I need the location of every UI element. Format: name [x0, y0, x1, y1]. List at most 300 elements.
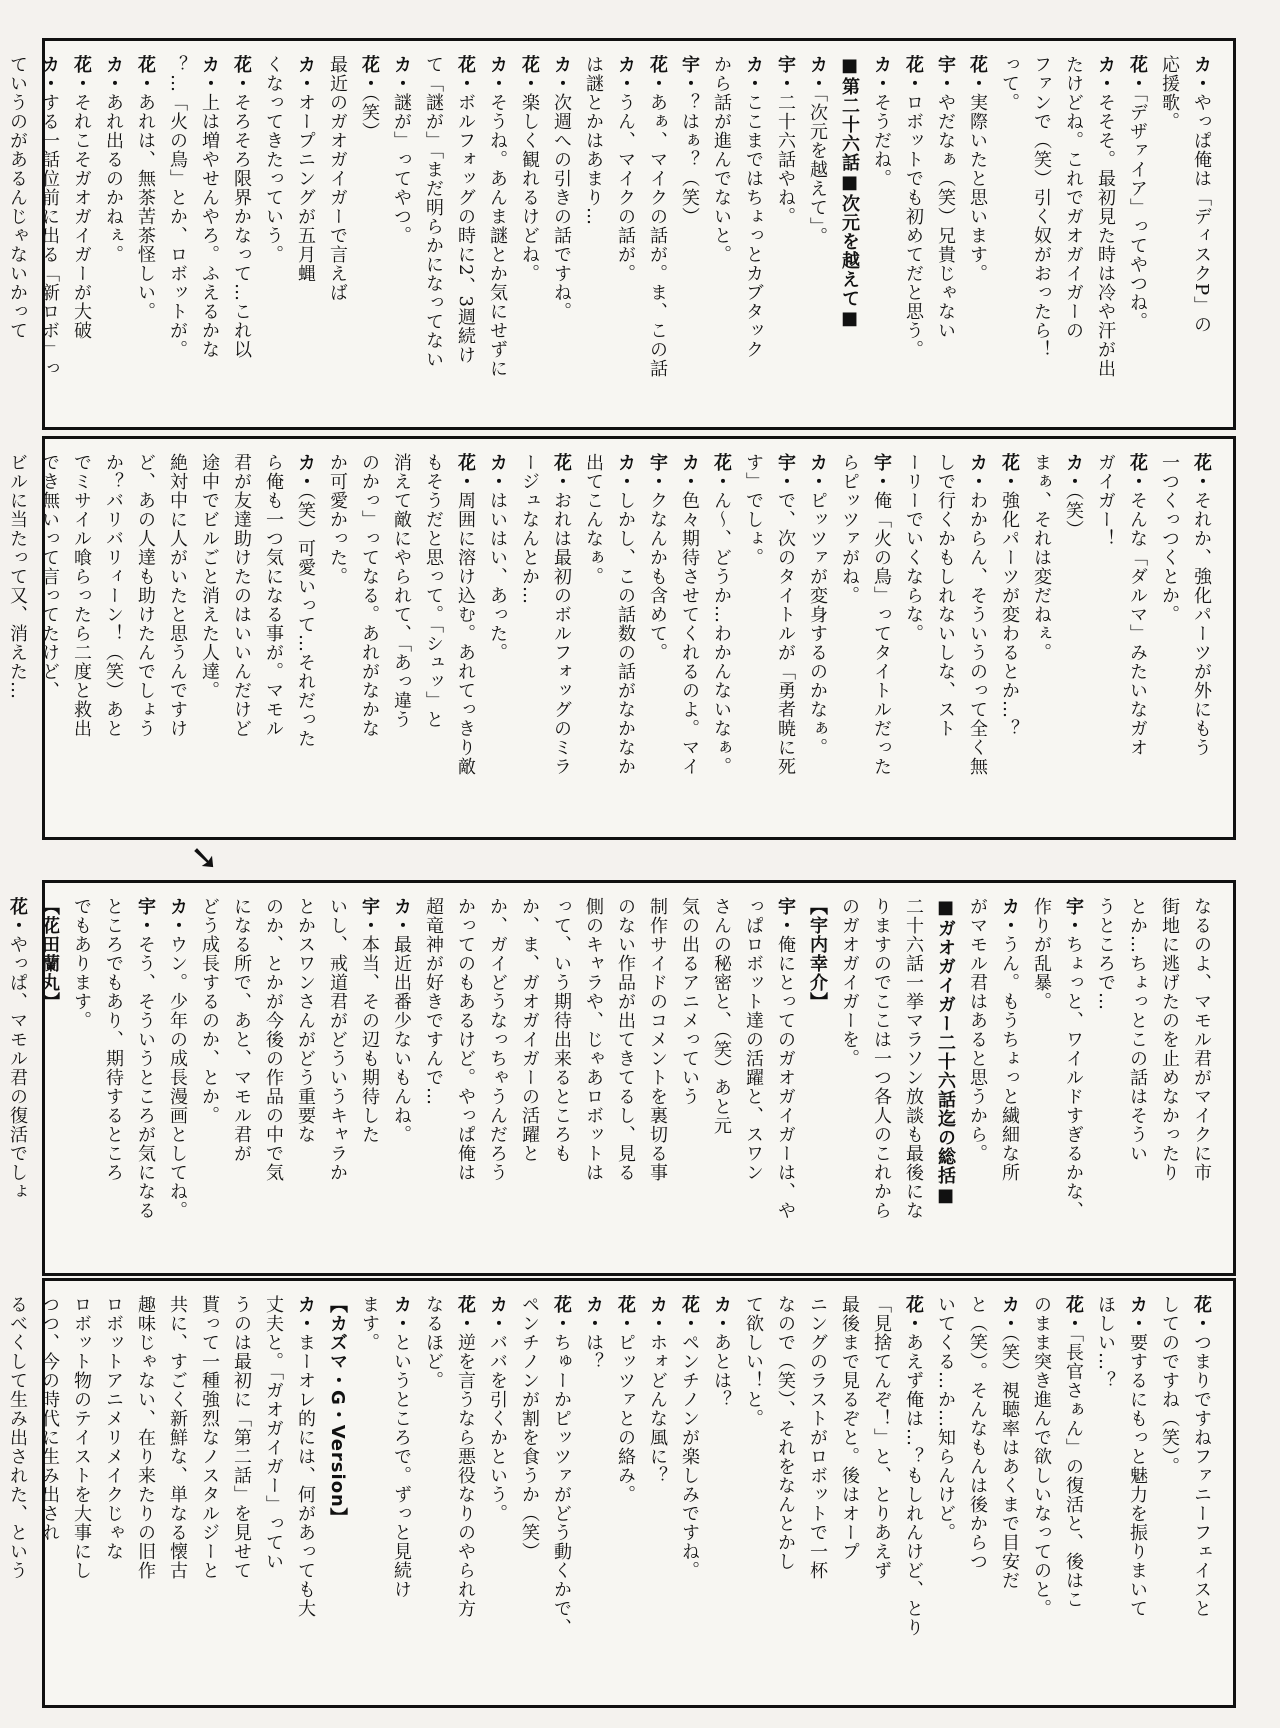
text-line [707, 55, 735, 417]
speaker-label: 花・ [231, 55, 252, 93]
speaker-label: カ・ [487, 1295, 508, 1333]
dialogue-text: ここまではちょっとカブタック [743, 93, 764, 359]
text-line [99, 453, 127, 827]
text-line [355, 55, 383, 417]
dialogue-text: のガオガイガーを。 [839, 897, 860, 1068]
dialogue-text: 強化パーツが変わるとか…？ [999, 491, 1020, 738]
text-line [1059, 897, 1087, 1263]
text-line [227, 897, 255, 1263]
dialogue-text: する一話位前に出る「新ロボ」っ [39, 93, 60, 378]
text-line [1123, 55, 1151, 417]
speaker-label: 宇・ [647, 453, 668, 491]
text-line [963, 1295, 991, 1695]
speaker-label: カ・ [583, 1295, 604, 1333]
dialogue-text: とかスワンさんがどう重要な [295, 897, 316, 1144]
dialogue-text: 最近出番少ないもんね。 [391, 935, 412, 1144]
dialogue-text: ところでもあり、期待するところ [103, 897, 124, 1182]
speaker-label: カ・ [295, 453, 316, 491]
dialogue-text: 本当、その辺も期待した [359, 935, 380, 1144]
speaker-label: 花・ [455, 55, 476, 93]
speaker-label: カ・ [1095, 55, 1116, 93]
dialogue-text: ファンで（笑）引く奴がおったら！ [1031, 55, 1052, 359]
text-line [1155, 453, 1183, 827]
text-line [739, 453, 767, 827]
dialogue-text: ？はぁ？（笑） [679, 93, 700, 226]
dialogue-text: ん〜、どうか…わかんないなぁ。 [711, 491, 732, 776]
text-line [1059, 1295, 1087, 1695]
speaker-label: 宇・ [775, 897, 796, 935]
speaker-label: 花・ [1191, 1295, 1212, 1333]
speaker-label: 花・ [903, 55, 924, 93]
text-line [803, 1295, 831, 1695]
speaker-label: 花・ [615, 1295, 636, 1333]
dialogue-text: （笑）可愛いって…それだった [295, 491, 316, 748]
dialogue-text: ニングのラストがロボットで一杯 [807, 1295, 828, 1580]
text-line [867, 897, 895, 1263]
text-line [771, 897, 799, 1263]
text-line [35, 1295, 63, 1695]
text-line [995, 55, 1023, 417]
text-line [35, 55, 63, 417]
dialogue-text: あれ出るのかねぇ。 [103, 93, 124, 264]
text-line [707, 453, 735, 827]
text-line [963, 55, 991, 417]
dialogue-text: って。 [999, 55, 1020, 112]
text-line [195, 1295, 223, 1695]
speaker-label: 花・ [7, 897, 28, 935]
text-line [387, 1295, 415, 1695]
dialogue-text: うのは最初に「第二話」を見せて [231, 1295, 252, 1580]
dialogue-text: うん、マイクの話が。 [615, 93, 636, 283]
text-line [483, 453, 511, 827]
text-line [99, 1295, 127, 1695]
text-line [1059, 55, 1087, 417]
section-heading [803, 897, 831, 1263]
speaker-label: カ・ [711, 1295, 732, 1333]
dialogue-text: るべくして生み出された、という [7, 1295, 28, 1580]
speaker-label: 花・ [679, 1295, 700, 1333]
speaker-label: 花・ [455, 453, 476, 491]
text-line [899, 897, 927, 1263]
speaker-label: カ・ [487, 453, 508, 491]
dialogue-text: 消えて敵にやられて、「あっ違う [391, 453, 412, 729]
speaker-label: 花・ [903, 1295, 924, 1333]
heading-text: 【カズマ・G・Version】 [327, 1295, 348, 1527]
dialogue-text: 逆を言うなら悪役なりのやられ方 [455, 1333, 476, 1618]
text-line [451, 55, 479, 417]
speaker-label: カ・ [167, 897, 188, 935]
text-line [1091, 453, 1119, 827]
text-line [195, 55, 223, 417]
text-line [291, 1295, 319, 1695]
text-line [451, 897, 479, 1263]
text-line [355, 1295, 383, 1695]
section-2-text [7, 453, 1215, 827]
dialogue-text: やだなぁ（笑）兄貴じゃない [935, 93, 956, 340]
heading-text: 【宇内幸介】 [807, 897, 828, 1011]
text-line [67, 453, 95, 827]
speaker-label: カ・ [871, 55, 892, 93]
dialogue-text: ガイガー！ [1095, 453, 1116, 548]
dialogue-text: 気の出るアニメっていう [679, 897, 700, 1106]
speaker-label: カ・ [295, 1295, 316, 1333]
text-line [259, 453, 287, 827]
text-line [419, 453, 447, 827]
text-line [835, 1295, 863, 1695]
dialogue-text: りますのでここは一つ各人のこれから [871, 897, 892, 1220]
dialogue-text: ビルに当たって又、消えた… [7, 453, 28, 700]
dialogue-text: 実際いたと思います。 [967, 93, 988, 283]
dialogue-text: いてくる…か…知らんけど。 [935, 1295, 956, 1542]
dialogue-text: 貰って一種強烈なノスタルジーと [199, 1295, 220, 1580]
text-line [259, 55, 287, 417]
text-line [67, 1295, 95, 1695]
section-heading [323, 1295, 351, 1695]
text-line [195, 453, 223, 827]
text-line [131, 55, 159, 417]
text-line [355, 897, 383, 1263]
dialogue-text: 出てこんなぁ。 [583, 453, 604, 586]
text-line [675, 55, 703, 417]
dialogue-text: 応援歌。 [1159, 55, 1180, 131]
dialogue-text: おれは最初のボルフォッグのミラ [551, 491, 572, 776]
dialogue-text: ？…「火の鳥」とか、ロボットが。 [167, 55, 188, 359]
dialogue-text: ペンチノンが楽しみですね。 [679, 1333, 700, 1580]
dialogue-text: ます。 [359, 1295, 380, 1352]
text-line [515, 55, 543, 417]
text-line [675, 1295, 703, 1695]
dialogue-text: ボルフォッグの時に2、3週続け [455, 93, 476, 365]
dialogue-text: 最後まで見るぞと。後はオープ [839, 1295, 860, 1561]
dialogue-text: 作りが乱暴。 [1031, 897, 1052, 1011]
speaker-label: カ・ [807, 453, 828, 491]
text-line [67, 55, 95, 417]
text-line [131, 453, 159, 827]
dialogue-text: 一つくっつくとか。 [1159, 453, 1180, 624]
dialogue-text: クなんかも含めて。 [647, 491, 668, 662]
speaker-label: 宇・ [935, 55, 956, 93]
text-line [163, 1295, 191, 1695]
speaker-label: 花・ [999, 453, 1020, 491]
dialogue-text: なるのよ、マモル君がマイクに市 [1191, 897, 1212, 1182]
text-line [995, 897, 1023, 1263]
speaker-label: 花・ [71, 55, 92, 93]
speaker-label: 花・ [135, 55, 156, 93]
dialogue-text: ちょっと、ワイルドすぎるかな、 [1063, 935, 1084, 1220]
dialogue-text: はいはい、あった。 [487, 491, 508, 662]
text-line [99, 55, 127, 417]
speaker-label: カ・ [487, 55, 508, 93]
dialogue-text: 周囲に溶け込む。あれてっきり敵 [455, 491, 476, 776]
text-line [1059, 453, 1087, 827]
speaker-label: 花・ [967, 55, 988, 93]
text-line [515, 1295, 543, 1695]
speaker-label: カ・ [295, 55, 316, 93]
speaker-label: カ・ [391, 897, 412, 935]
text-line [1187, 897, 1215, 1263]
dialogue-text: 謎が」ってやつ。 [391, 93, 412, 245]
speaker-label: 宇・ [871, 453, 892, 491]
speaker-label: カ・ [807, 55, 828, 93]
heading-text: 【花田蘭丸】 [39, 897, 60, 1011]
text-line [1027, 1295, 1055, 1695]
dialogue-text: のない作品が出てきてるし、見る [615, 897, 636, 1182]
text-line [291, 55, 319, 417]
dialogue-text: 「デザァイア」ってやつね。 [1127, 93, 1148, 331]
dialogue-text: （笑） [1063, 491, 1084, 539]
heading-text: ■第二十六話■次元を越えて■ [839, 55, 860, 330]
speaker-label: 花・ [551, 1295, 572, 1333]
text-line [483, 55, 511, 417]
dialogue-text: （笑）視聴率はあくまで目安だ [999, 1333, 1020, 1590]
speaker-label: 花・ [711, 453, 732, 491]
text-line [35, 453, 63, 827]
dialogue-text: 二十六話一挙マラソン放談も最後にな [903, 897, 924, 1220]
dialogue-text: ほしい…？ [1095, 1295, 1116, 1390]
speaker-label: カ・ [615, 55, 636, 93]
dialogue-text: は謎とかはあまり… [583, 55, 604, 226]
dialogue-text: とか…ちょっとこの話はそうい [1127, 897, 1148, 1163]
heading-text: ■ガオガイガー二十六話迄の総括■ [935, 897, 956, 1207]
text-line [803, 453, 831, 827]
speaker-label: カ・ [39, 55, 60, 93]
text-line [547, 1295, 575, 1695]
text-line [1123, 897, 1151, 1263]
speaker-label: カ・ [551, 55, 572, 93]
dialogue-text: って、いう期待出来るところも [551, 897, 572, 1163]
dialogue-text: ペンチノンが割を食うか（笑） [519, 1295, 540, 1561]
speaker-label: カ・ [103, 55, 124, 93]
dialogue-text: してのですね（笑）。 [1159, 1295, 1180, 1476]
dialogue-text: で、次のタイトルが「勇者暁に死 [775, 491, 796, 776]
section-2-panel [7, 436, 1236, 840]
dialogue-text: そうだね。 [871, 93, 892, 188]
dialogue-text: ピッツァとの絡み。 [615, 1333, 636, 1504]
speaker-label: 宇・ [679, 55, 700, 93]
section-3-panel [7, 880, 1236, 1276]
speaker-label: カ・ [1063, 453, 1084, 491]
section-3-text [7, 897, 1215, 1263]
speaker-label: カ・ [647, 1295, 668, 1333]
dialogue-text: いし、戒道君がどういうキャラか [327, 897, 348, 1182]
speaker-label: カ・ [391, 55, 412, 93]
dialogue-text: ら俺も一つ気になる事が。マモル [263, 453, 284, 738]
speaker-label: 花・ [1127, 55, 1148, 93]
text-line [323, 55, 351, 417]
text-line [1123, 453, 1151, 827]
speaker-label: カ・ [1127, 1295, 1148, 1333]
dialogue-text: あれは、無茶苦茶怪しい。 [135, 93, 156, 321]
dialogue-text: そんな「ダルマ」みたいなガオ [1127, 491, 1148, 757]
text-line [131, 897, 159, 1263]
dialogue-text: 要するにもっと魅力を振りまいて [1127, 1333, 1148, 1618]
text-line [451, 1295, 479, 1695]
text-line [867, 1295, 895, 1695]
dialogue-text: まーオレ的には、何があっても大 [295, 1333, 316, 1618]
dialogue-text: 街地に逃げたのを止めなかったり [1159, 897, 1180, 1182]
text-line [1155, 897, 1183, 1263]
dialogue-text: 色々期待させてくれるのよ。マイ [679, 491, 700, 776]
speaker-label: カ・ [967, 453, 988, 491]
speaker-label: 花・ [455, 1295, 476, 1333]
text-line [419, 897, 447, 1263]
speaker-label: 花・ [647, 55, 668, 93]
dialogue-text: そろそろ限界かなって…これ以 [231, 93, 252, 359]
dialogue-text: て「謎が」「まだ明らかになってない [423, 55, 444, 369]
dialogue-text: でき無いって言ってたけど、 [39, 453, 60, 700]
dialogue-text: それこそガオガイガーが大破 [71, 93, 92, 340]
speaker-label: カ・ [679, 453, 700, 491]
dialogue-text: 最近のガオガイガーで言えば [327, 55, 348, 302]
text-line [675, 453, 703, 827]
speaker-label: カ・ [391, 1295, 412, 1333]
dialogue-text: か、ガイどうなっちゃうんだろう [487, 897, 508, 1182]
speaker-label: 花・ [551, 453, 572, 491]
dialogue-text: つまりですねファニーフェイスと [1191, 1333, 1212, 1618]
text-line [3, 55, 31, 417]
speaker-label: カ・ [199, 55, 220, 93]
dialogue-text: そうね。あんま謎とか気にせずに [487, 93, 508, 378]
text-line [771, 1295, 799, 1695]
dialogue-text: ーリーでいくならな。 [903, 453, 924, 643]
dialogue-text: か可愛かった。 [327, 453, 348, 586]
dialogue-text: て欲しい！と。 [743, 1295, 764, 1428]
text-line [1027, 453, 1055, 827]
speaker-label: カ・ [999, 1295, 1020, 1333]
text-line [355, 453, 383, 827]
text-line [675, 897, 703, 1263]
speaker-label: カ・ [615, 453, 636, 491]
dialogue-text: というところで。ずっと見続け [391, 1333, 412, 1599]
text-line [739, 1295, 767, 1695]
text-line [995, 453, 1023, 827]
text-line [131, 1295, 159, 1695]
dialogue-text: でもあります。 [71, 897, 92, 1030]
dialogue-text: しで行くかもしれないしな、スト [935, 453, 956, 738]
dialogue-text: もそうだと思って。「シュッ」と [423, 453, 444, 729]
text-line [1187, 55, 1215, 417]
dialogue-text: しかし、この話数の話がなかなか [615, 491, 636, 776]
dialogue-text: になる所で、あと、マモル君が [231, 897, 252, 1163]
dialogue-text: わからん、そういうのって全く無 [967, 491, 988, 776]
dialogue-text: ど、あの人達も助けたんでしょう [135, 453, 156, 738]
dialogue-text: ピッツァが変身するのかなぁ。 [807, 491, 828, 757]
text-line [643, 55, 671, 417]
speaker-label: 花・ [1127, 453, 1148, 491]
text-line [3, 453, 31, 827]
section-4-text [7, 1295, 1215, 1695]
dialogue-text: のまま突き進んで欲しいなってのと。 [1031, 1295, 1052, 1618]
section-heading [835, 55, 863, 417]
text-line [259, 897, 287, 1263]
text-line [931, 1295, 959, 1695]
dialogue-text: オープニングが五月蝿 [295, 93, 316, 283]
text-line [67, 897, 95, 1263]
text-line [195, 897, 223, 1263]
text-line [579, 1295, 607, 1695]
dialogue-text: かってのもあるけど。やっぱ俺は [455, 897, 476, 1182]
dialogue-text: 俺「火の鳥」ってタイトルだった [871, 491, 892, 776]
text-line [931, 453, 959, 827]
text-line [611, 453, 639, 827]
text-line [387, 897, 415, 1263]
dialogue-text: ウン。少年の成長漫画としてね。 [167, 935, 188, 1220]
text-line [163, 453, 191, 827]
dialogue-text: あぁ、マイクの話が。ま、この話 [647, 93, 668, 378]
dialogue-text: ババを引くかという。 [487, 1333, 508, 1523]
text-line [931, 55, 959, 417]
text-line [835, 453, 863, 827]
dialogue-text: ちゅーかピッツァがどう動くかで、 [551, 1333, 572, 1637]
text-line [419, 1295, 447, 1695]
dialogue-text: それか、強化パーツが外にもう [1191, 491, 1212, 757]
text-line [771, 453, 799, 827]
dialogue-text: ロボットでも初めてだと思う。 [903, 93, 924, 359]
text-line [707, 897, 735, 1263]
text-line [515, 897, 543, 1263]
text-line [611, 1295, 639, 1695]
dialogue-text: ていうのがあるんじゃないかって [7, 55, 28, 340]
dialogue-text: やっぱ、マモル君の復活でしょ [7, 935, 28, 1201]
section-heading [931, 897, 959, 1263]
dialogue-text: ロボット物のテイストを大事にし [71, 1295, 92, 1580]
dialogue-text: 丈夫と。「ガオガイガー」ってい [263, 1295, 284, 1571]
text-line [515, 453, 543, 827]
text-line [579, 897, 607, 1263]
text-line [835, 897, 863, 1263]
text-line [1155, 55, 1183, 417]
dialogue-text: は？ [583, 1333, 604, 1371]
text-line [739, 55, 767, 417]
section-heading [35, 897, 63, 1263]
text-line [643, 897, 671, 1263]
section-4-panel [7, 1278, 1236, 1708]
section-1-panel [7, 38, 1236, 430]
speaker-label: カ・ [743, 55, 764, 93]
dialogue-text: 「次元を越えて」。 [807, 93, 828, 246]
section-1-text [7, 55, 1215, 417]
dialogue-text: あとは？ [711, 1333, 732, 1409]
text-line [707, 1295, 735, 1695]
dialogue-text: から話が進んでないと。 [711, 55, 732, 264]
speaker-label: 花・ [359, 55, 380, 93]
dialogue-text: うん。もうちょっと繊細な所 [999, 935, 1020, 1182]
dialogue-text: か？バリバリィーン！（笑）あと [103, 453, 124, 738]
dialogue-text: 「見捨てんぞ！」と、とりあえず [871, 1295, 892, 1580]
text-line [1187, 453, 1215, 827]
text-line [419, 55, 447, 417]
text-line [899, 55, 927, 417]
text-line [643, 1295, 671, 1695]
dialogue-text: と（笑）。そんなもんは後からつ [967, 1295, 988, 1571]
dialogue-text: ロボットアニメリメイクじゃな [103, 1295, 124, 1561]
dialogue-text: 途中でビルごと消えた人達。 [199, 453, 220, 700]
speaker-label: カ・ [1191, 55, 1212, 93]
text-line [899, 453, 927, 827]
text-line [611, 55, 639, 417]
text-line [323, 453, 351, 827]
dialogue-text: 絶対中に人がいたと思うんですけ [167, 453, 188, 738]
dialogue-text: 側のキャラや、じゃあロボットは [583, 897, 604, 1182]
text-line [291, 453, 319, 827]
dialogue-text: らピッツァがね。 [839, 453, 860, 605]
dialogue-text: 楽しく観れるけどね。 [519, 93, 540, 283]
text-line [451, 453, 479, 827]
dialogue-text: やっぱ俺は「ディスクP」の [1191, 93, 1212, 335]
dialogue-text: 君が友達助けたのはいいんだけど [231, 453, 252, 738]
text-line [387, 55, 415, 417]
text-line [3, 1295, 31, 1695]
